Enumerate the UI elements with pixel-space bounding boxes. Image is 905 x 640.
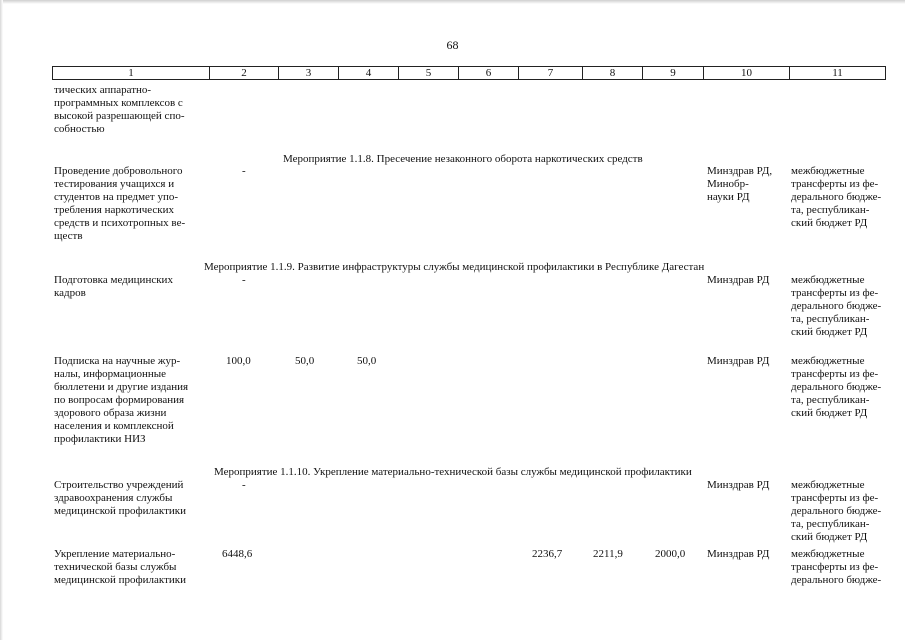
table-cell-executor: Минздрав РД — [707, 548, 770, 560]
col-header-6: 6 — [458, 67, 518, 79]
col-header-7: 7 — [518, 67, 582, 79]
table-cell-executor: Минздрав РД, Минобр- науки РД — [707, 165, 773, 203]
event-heading-1-1-10: Мероприятие 1.1.10. Укрепление материально-технической базы службы медицинской профилактики — [214, 466, 692, 478]
table-cell-source: межбюджетные трансферты из фе- дерального бюдже- та, республикан- ский бюджет РД — [791, 274, 882, 338]
table-row-name: Строительство учреждений здравоохранения службы медицинской профилактики — [54, 479, 187, 517]
col-header-9: 9 — [642, 67, 703, 79]
col-header-4: 4 — [338, 67, 398, 79]
col-header-10: 10 — [703, 67, 789, 79]
table-row-name: Укрепление материально- технической базы службы медицинской профилактики — [54, 548, 187, 586]
table-cell-executor: Минздрав РД — [707, 479, 770, 491]
table-cell-executor: Минздрав РД — [707, 355, 770, 367]
page-number: 68 — [446, 38, 459, 52]
col-header-8: 8 — [582, 67, 642, 79]
table-cell-total: - — [242, 274, 246, 286]
col-header-2: 2 — [209, 67, 278, 79]
col-header-5: 5 — [398, 67, 458, 79]
table-cell-source: межбюджетные трансферты из фе- дерального бюдже- — [791, 548, 882, 586]
table-cell-year-5: 2236,7 — [532, 548, 563, 560]
table-row-continuation-name: тических аппаратно- программных комплексов с высокой разрешающей спо- собностью — [54, 84, 185, 135]
table-cell-total: 100,0 — [226, 355, 251, 367]
table-cell-year-2: 50,0 — [357, 355, 377, 367]
table-cell-source: межбюджетные трансферты из фе- дерального бюдже- та, республикан- ский бюджет РД — [791, 165, 882, 229]
scan-edge — [0, 0, 3, 640]
table-row-name: Подписка на научные жур- налы, информационные бюллетени и другие издания по вопросам формирования здорового образа жизни населения и комплексной профилактики НИЗ — [54, 355, 189, 445]
table-cell-executor: Минздрав РД — [707, 274, 770, 286]
col-header-1: 1 — [128, 67, 134, 79]
event-heading-1-1-8: Мероприятие 1.1.8. Пресечение незаконного оборота наркотических средств — [283, 153, 643, 165]
table-cell-total: - — [242, 479, 246, 491]
table-cell-source: межбюджетные трансферты из фе- дерального бюдже- та, республикан- ский бюджет РД — [791, 479, 882, 543]
scan-edge — [0, 0, 905, 4]
col-header-11: 11 — [789, 67, 885, 79]
table-cell-year-1: 50,0 — [295, 355, 315, 367]
table-cell-total: - — [242, 165, 246, 177]
table-row-name: Подготовка медицинских кадров — [54, 274, 173, 299]
table-cell-total: 6448,6 — [222, 548, 253, 560]
column-number-header — [52, 66, 886, 80]
event-heading-1-1-9: Мероприятие 1.1.9. Развитие инфраструктуры службы медицинской профилактики в Республике Дагестан — [204, 261, 705, 273]
col-header-3: 3 — [278, 67, 338, 79]
table-row-name: Проведение добровольного тестирования учащихся и студентов на предмет упо- требления наркотических средств и психотропных ве- ществ — [54, 165, 186, 242]
table-cell-year-6: 2211,9 — [593, 548, 623, 560]
table-cell-year-7: 2000,0 — [655, 548, 686, 560]
table-cell-source: межбюджетные трансферты из фе- дерального бюдже- та, республикан- ский бюджет РД — [791, 355, 882, 419]
